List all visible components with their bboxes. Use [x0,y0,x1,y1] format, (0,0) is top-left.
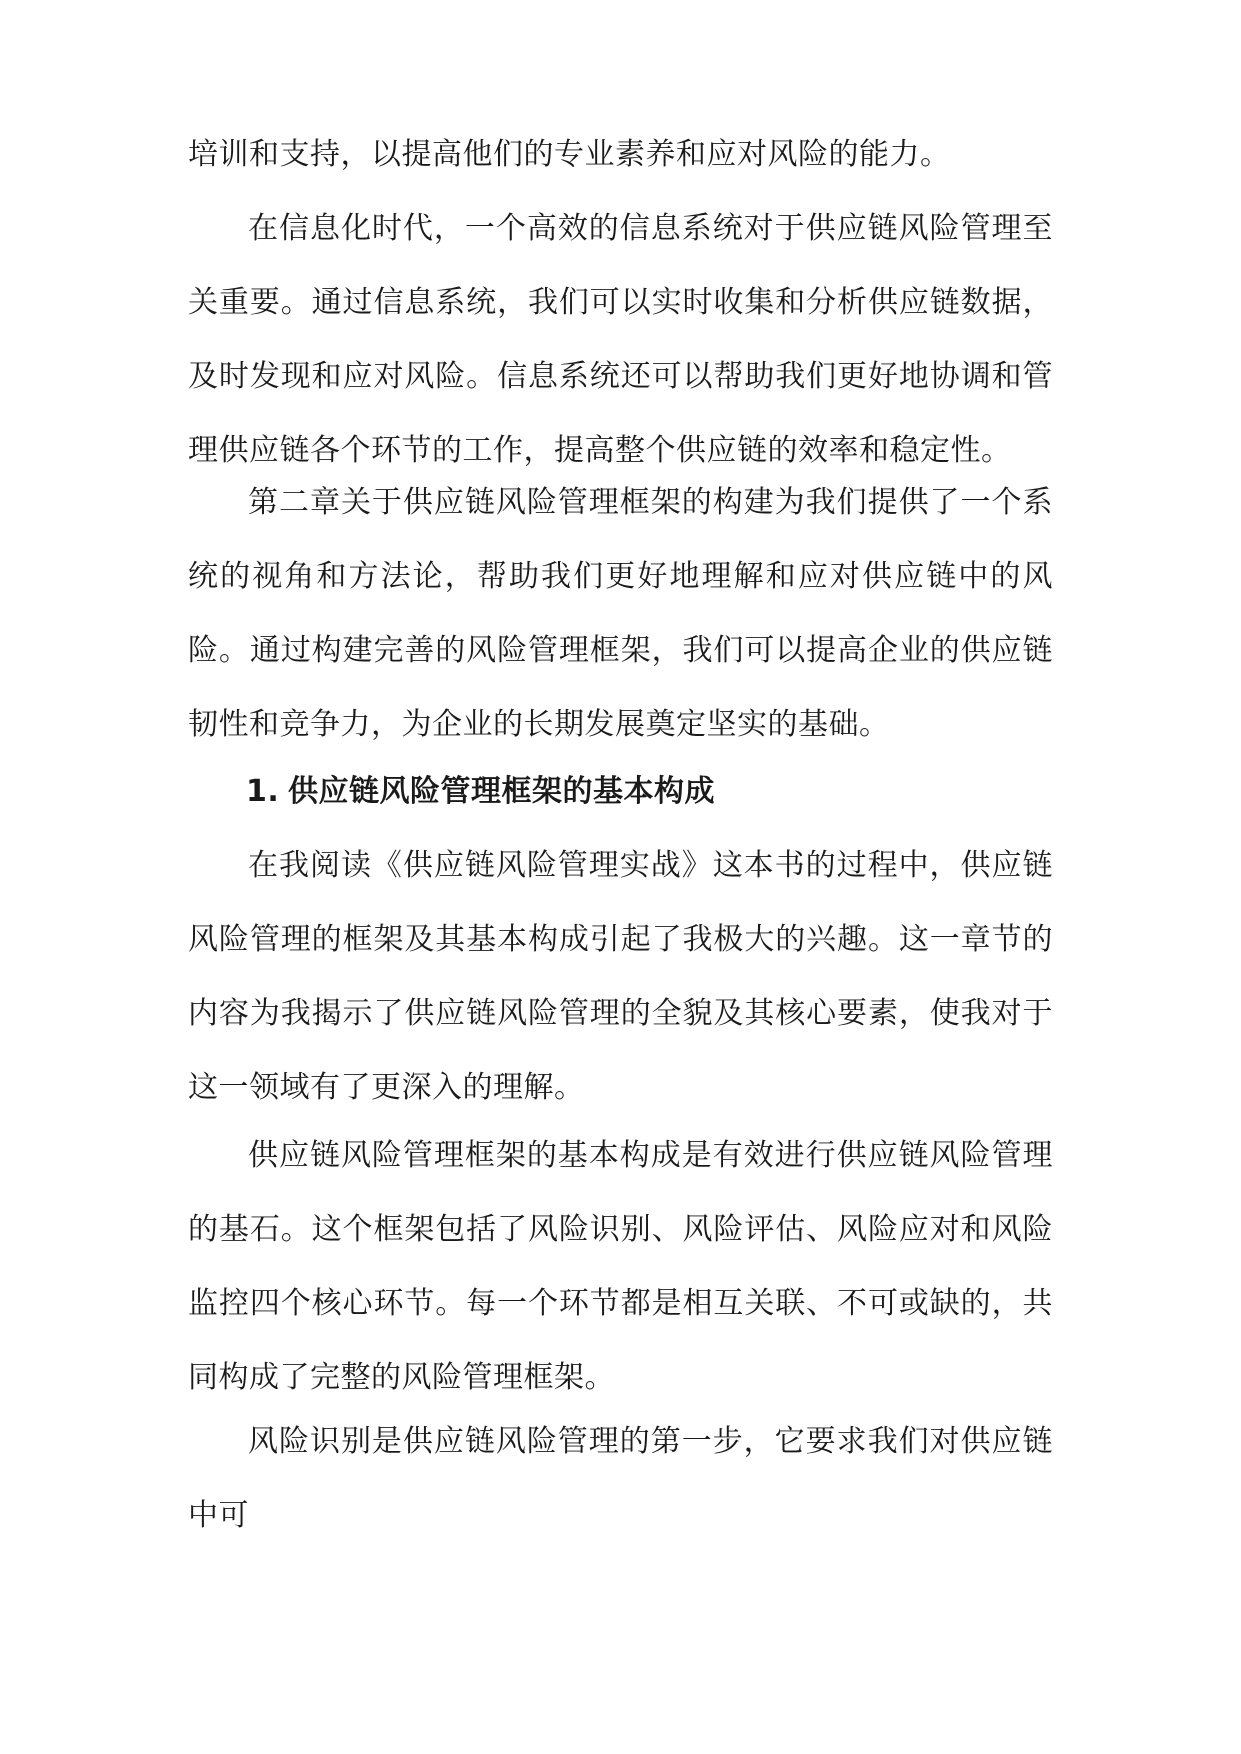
section-title: 供应链风险管理框架的基本构成 [288,774,715,809]
paragraph-framework-composition: 供应链风险管理框架的基本构成是有效进行供应链风险管理的基石。这个框架包括了风险识别、风险评估、风险应对和风险监控四个核心环节。每一个环节都是相互关联、不可或缺的，共同构成了完整的风险管理框架。 [188,1138,1053,1395]
paragraph-chapter-two-summary: 第二章关于供应链风险管理框架的构建为我们提供了一个系统的视角和方法论，帮助我们更好地理解和应对供应链中的风险。通过构建完善的风险管理框架，我们可以提高企业的供应链韧性和竞争力，为企业的长期发展奠定坚实的基础。 [188,485,1053,742]
paragraph-continuation: 培训和支持，以提高他们的专业素养和应对风险的能力。 [188,137,951,172]
section-number: 1. [246,774,280,809]
paragraph-risk-identification: 风险识别是供应链风险管理的第一步，它要求我们对供应链中可 [188,1424,1053,1533]
section-heading [246,755,1046,829]
paragraph-reading-intro: 在我阅读《供应链风险管理实战》这本书的过程中，供应链风险管理的框架及其基本构成引起了我极大的兴趣。这一章节的内容为我揭示了供应链风险管理的全貌及其核心要素，使我对于这一领域有了更深入的理解。 [188,848,1053,1105]
paragraph-information-system: 在信息化时代，一个高效的信息系统对于供应链风险管理至关重要。通过信息系统，我们可以实时收集和分析供应链数据，及时发现和应对风险。信息系统还可以帮助我们更好地协调和管理供应链各个环节的工作，提高整个供应链的效率和稳定性。 [188,211,1053,468]
